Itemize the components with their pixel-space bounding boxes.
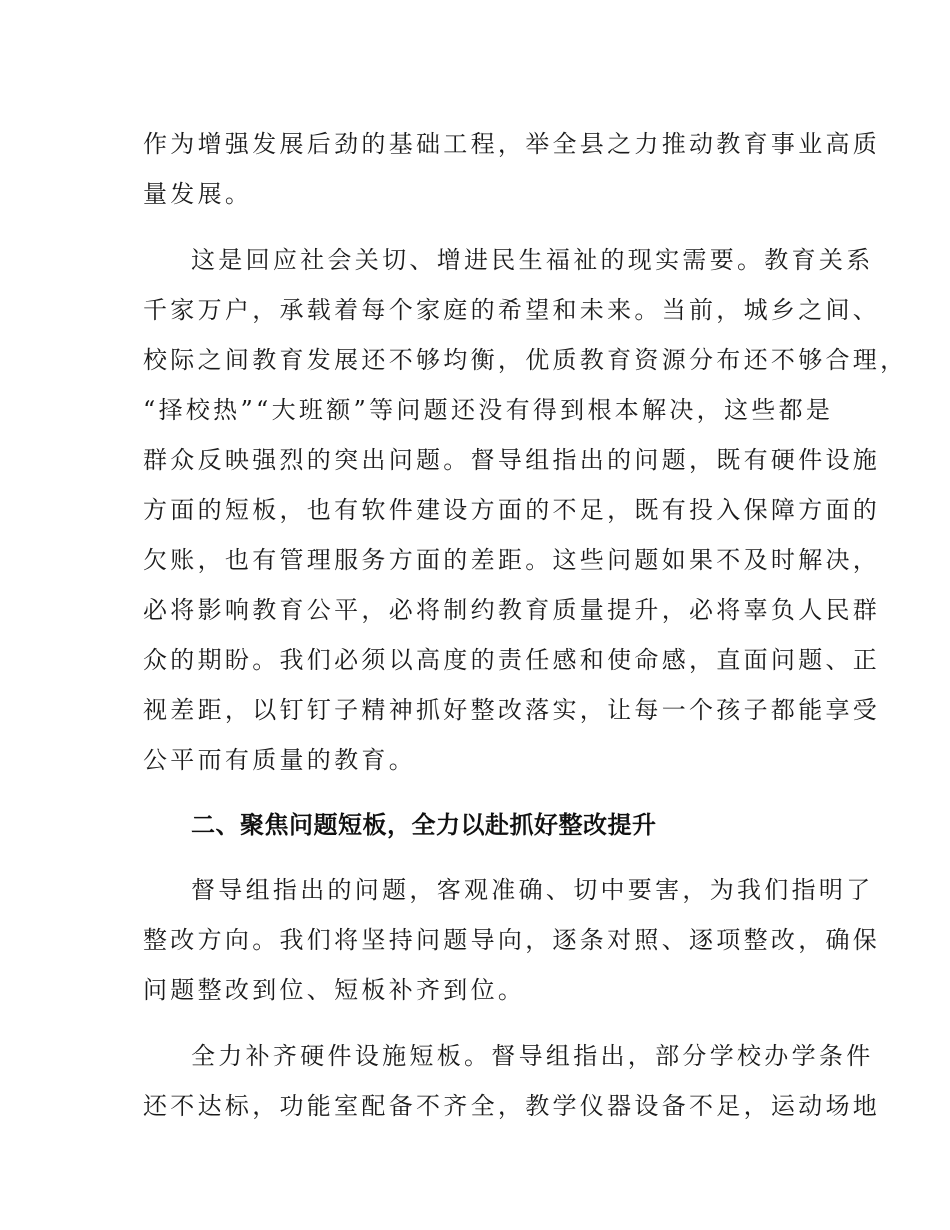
section-heading: 二、聚焦问题短板，全力以赴抓好整改提升 — [191, 811, 657, 839]
text-line: 众的期盼。我们必须以高度的责任感和使命感，直面问题、正 — [143, 646, 881, 674]
text-line: 校际之间教育发展还不够均衡，优质教育资源分布还不够合理， — [143, 346, 908, 374]
text-line: 群众反映强烈的突出问题。督导组指出的问题，既有硬件设施 — [143, 446, 881, 474]
text-line: “择校热”“大班额”等问题还没有得到根本解决，这些都是 — [143, 396, 834, 424]
text-line: 视差距，以钉钉子精神抓好整改落实，让每一个孩子都能享受 — [143, 696, 881, 724]
text-line: 这是回应社会关切、增进民生福祉的现实需要。教育关系 — [191, 246, 874, 274]
text-line: 千家万户，承载着每个家庭的希望和未来。当前，城乡之间、 — [143, 296, 881, 324]
text-line: 欠账，也有管理服务方面的差距。这些问题如果不及时解决， — [143, 546, 881, 574]
text-line: 问题整改到位、短板补齐到位。 — [143, 976, 526, 1004]
text-line: 整改方向。我们将坚持问题导向，逐条对照、逐项整改，确保 — [143, 926, 881, 954]
text-line: 公平而有质量的教育。 — [143, 746, 416, 774]
text-line: 必将影响教育公平，必将制约教育质量提升，必将辜负人民群 — [143, 596, 881, 624]
text-line: 还不达标，功能室配备不齐全，教学仪器设备不足，运动场地 — [143, 1092, 881, 1120]
text-line: 全力补齐硬件设施短板。督导组指出，部分学校办学条件 — [191, 1042, 874, 1070]
text-line: 督导组指出的问题，客观准确、切中要害，为我们指明了 — [191, 876, 874, 904]
text-line: 方面的短板，也有软件建设方面的不足，既有投入保障方面的 — [143, 496, 881, 524]
text-line: 作为增强发展后劲的基础工程，举全县之力推动教育事业高质 — [143, 130, 881, 158]
text-line: 量发展。 — [143, 180, 253, 208]
